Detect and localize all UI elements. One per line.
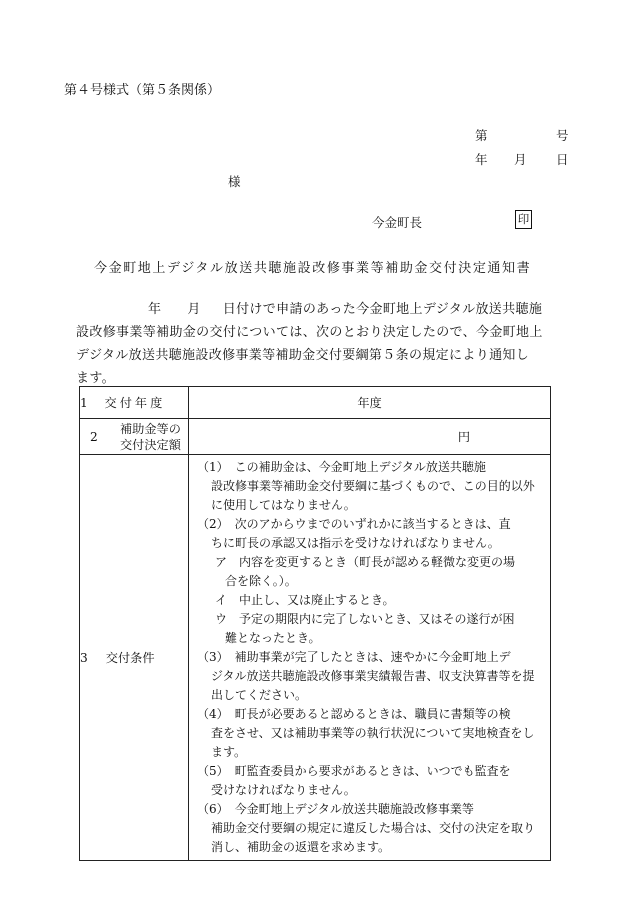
condition-text: 補助事業が完了したときは、速やかに今金町地上デ [222,650,511,664]
condition-text: 予定の期限内に完了しないとき、又はその遂行が困 [227,612,515,626]
condition-text: 今金町地上デジタル放送共聴施設改修事業等 [222,802,474,816]
condition-continuation: 補助金交付要綱の規定に違反した場合は、交付の決定を取り消し、補助金の返還を求めます。 [211,821,536,854]
condition-item [197,648,542,705]
row-label: 1 交付年度 [80,387,189,419]
body-paragraph [76,298,576,390]
date-day-label: 日 [556,152,569,167]
body-line: 設改修事業等補助金の交付については、次のとおり決定したので、今金町地上 [76,325,543,340]
form-number: 第４号様式（第５条関係） [64,83,221,98]
table-row [80,387,551,419]
condition-marker: （2） [197,517,223,531]
condition-subitem [197,610,542,648]
condition-marker: （3） [197,650,223,664]
condition-text: 次のアからウまでのいずれかに該当するときは、直 [222,517,511,531]
condition-item [197,705,542,762]
body-month: 月 [187,302,201,317]
condition-text: この補助金は、今金町地上デジタル放送共聴施 [222,460,486,474]
condition-continuation: 査をさせ、又は補助事業等の執行状況について実地検査をします。 [211,726,535,759]
condition-continuation: 設改修事業等補助金交付要綱に基づくもので、この目的以外に使用してはなりません。 [211,479,535,512]
condition-item [197,762,542,800]
table-row [80,419,551,455]
table-row [80,455,551,861]
document-number-suffix: 号 [556,128,569,143]
body-year: 年 [148,302,162,317]
condition-continuation: 合を除く。）。 [225,574,297,588]
condition-continuation: 難となったとき。 [225,631,321,645]
condition-marker: イ [215,593,228,607]
condition-text: 町長が必要あると認めるときは、職員に書類等の検 [222,707,511,721]
addressee-suffix: 様 [228,174,241,189]
condition-subitem [197,553,542,591]
condition-item [197,515,542,553]
condition-marker: （6） [197,802,223,816]
condition-continuation: 受けなければなりません。 [211,783,356,797]
condition-continuation: ジタル放送共聴施設改修事業実績報告書、収支決算書等を提出してください。 [211,669,535,702]
row-label: 3 交付条件 [80,455,189,861]
condition-item [197,458,542,515]
condition-marker: （5） [197,764,223,778]
seal-mark: 印 [515,210,532,229]
grant-amount-value: 円 [189,419,551,455]
condition-marker: （1） [197,460,223,474]
condition-text: 町監査委員から要求があるときは、いつでも監査を [222,764,511,778]
conditions-cell [189,455,551,861]
condition-subitem [197,591,542,610]
condition-item [197,800,542,857]
body-line: 日付けで申請のあった今金町地上デジタル放送共聴施 [222,302,543,317]
condition-text: 内容を変更するとき（町長が認める軽微な変更の場 [227,555,516,569]
body-line: ます。 [76,371,116,386]
fiscal-year-value: 年度 [189,387,551,419]
condition-text: 中止し、又は廃止するとき。 [227,593,395,607]
row-label: 2 補助金等の 交付決定額 [80,419,189,455]
condition-marker: ウ [215,612,228,626]
document-title: 今金町地上デジタル放送共聴施設改修事業等補助金交付決定通知書 [94,261,532,276]
document-number-label: 第 [475,128,488,143]
condition-continuation: ちに町長の承認又は指示を受けなければなりません。 [211,536,500,550]
condition-marker: ア [215,555,228,569]
date-year-label: 年 [475,152,488,167]
grant-terms-table [79,386,551,861]
date-month-label: 月 [514,152,527,167]
sender-name: 今金町長 [372,215,423,230]
condition-marker: （4） [197,707,223,721]
body-line: デジタル放送共聴施設改修事業等補助金交付要綱第５条の規定により通知し [76,348,530,363]
